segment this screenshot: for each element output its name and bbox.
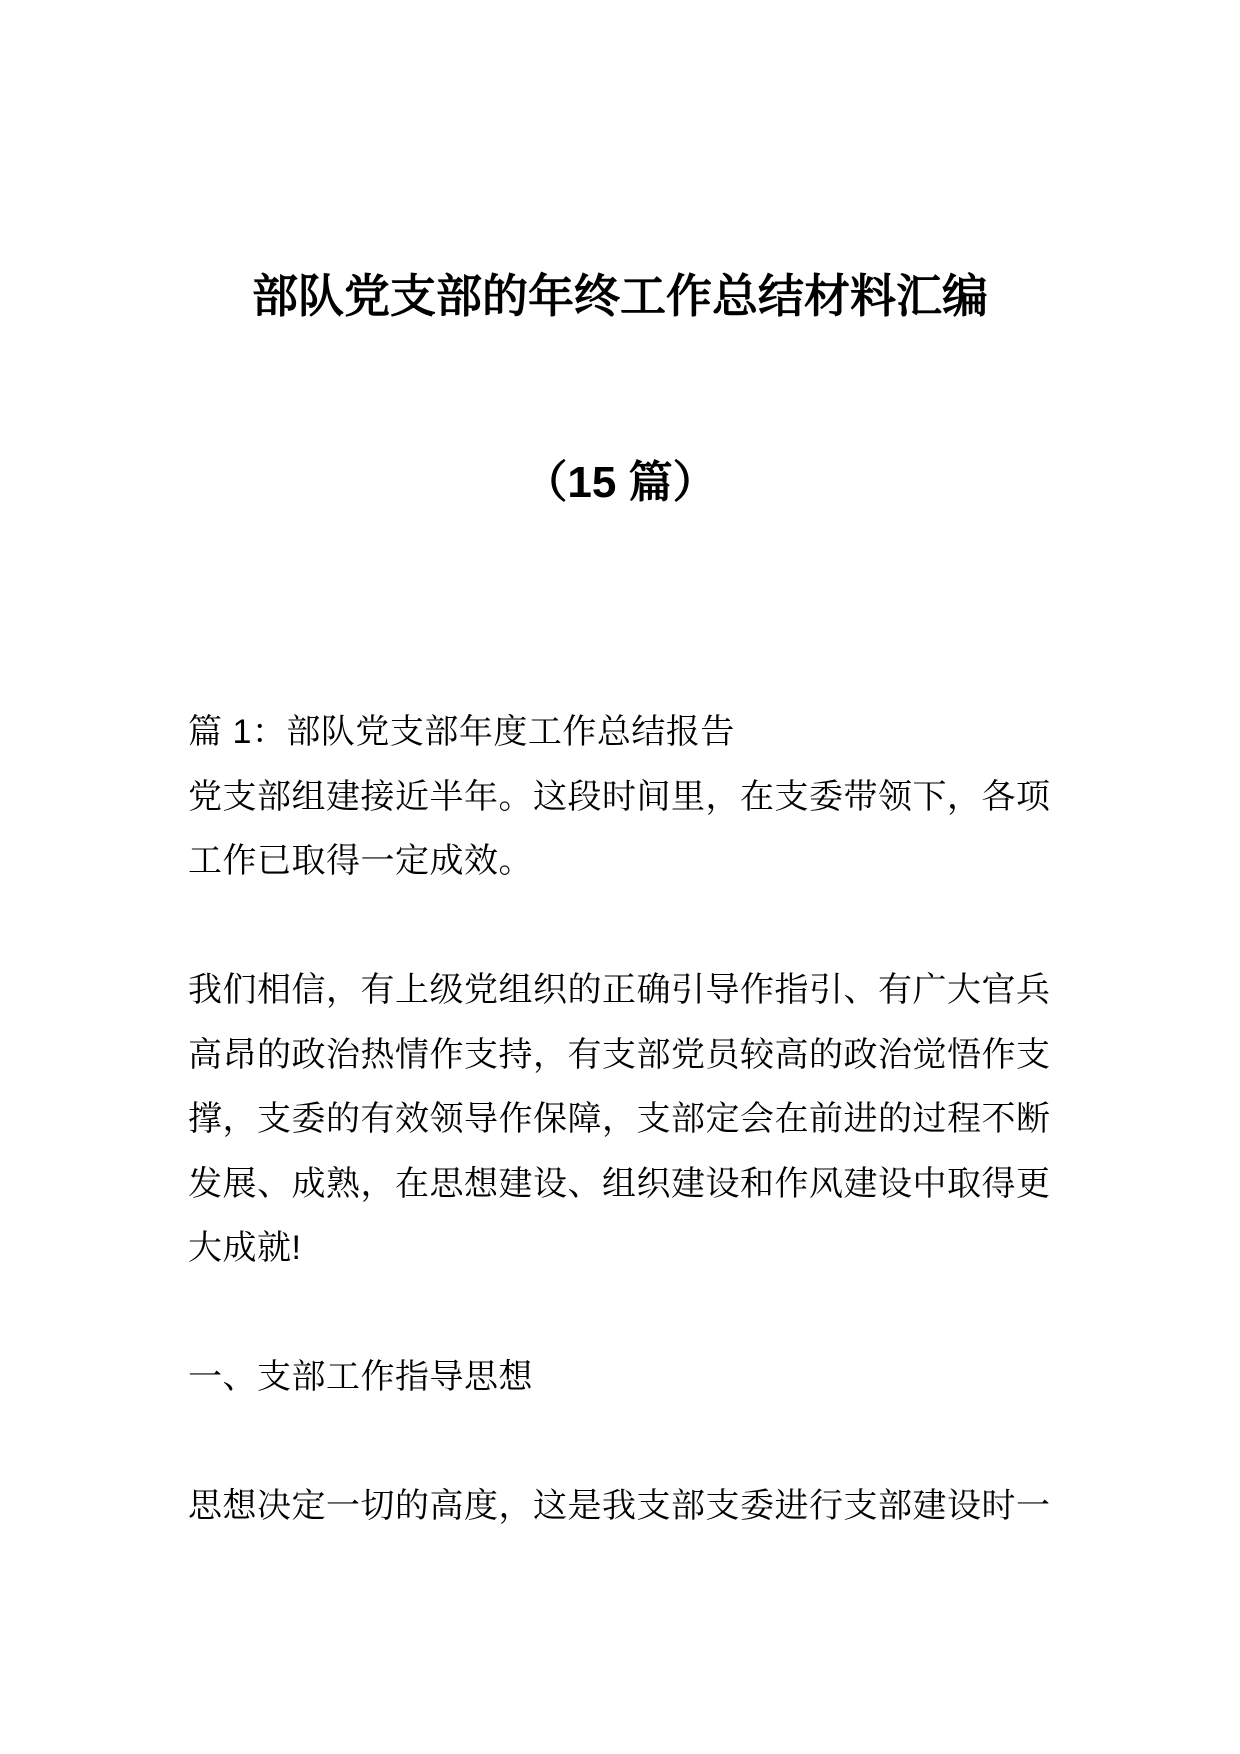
paragraph-line: 高昂的政治热情作支持，有支部党员较高的政治觉悟作支 — [188, 1035, 1051, 1074]
paragraph-line: 大成就! — [188, 1229, 302, 1267]
paragraph-gap — [188, 894, 1068, 959]
paragraph-gap — [188, 1410, 1068, 1475]
paragraph-line: 撑，支委的有效领导作保障，支部定会在前进的过程不断 — [188, 1100, 1051, 1138]
intro-paragraph — [188, 765, 1068, 894]
section-heading: 一、支部工作指导思想 — [188, 1358, 533, 1396]
paragraph-line: 思想决定一切的高度，这是我支部支委进行支部建设时一 — [188, 1487, 1051, 1525]
paragraph-line: 发展、成熟，在思想建设、组织建设和作风建设中取得更 — [188, 1164, 1051, 1203]
page-subtitle: （15 篇） — [523, 458, 717, 507]
article-heading: 篇 1：部队党支部年度工作总结报告 — [188, 713, 735, 751]
paragraph-line: 工作已取得一定成效。 — [188, 842, 533, 880]
document-body — [188, 700, 1068, 1539]
paragraph-gap — [188, 1281, 1068, 1346]
belief-paragraph — [188, 958, 1068, 1281]
paragraph-line: 党支部组建接近半年。这段时间里，在支委带领下，各项 — [188, 777, 1051, 816]
section-paragraph — [188, 1474, 1068, 1539]
paragraph-line: 我们相信，有上级党组织的正确引导作指引、有广大官兵 — [188, 971, 1051, 1009]
page-title: 部队党支部的年终工作总结材料汇编 — [252, 270, 988, 322]
